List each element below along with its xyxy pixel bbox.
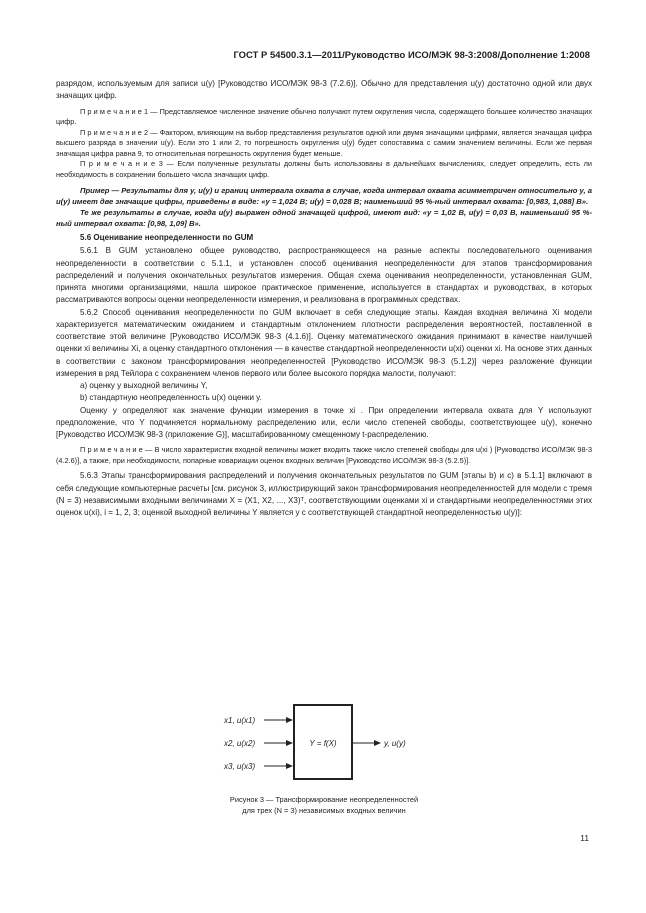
- example-1: Пример — Результаты для y, u(y) и границ интервала охвата в случае, когда интервал охвата асимметричен относительно y, а u(y) имеет две значащие цифры, приведены в виде: «y = 1,024 В; u(y) = 0,028 В; наименьший 95 %-ный интервал охвата: [0,983, 1,088] В».: [56, 185, 592, 206]
- input-1-label: x1, u(x1): [224, 716, 256, 725]
- function-box-label: Y = f(X): [309, 739, 337, 748]
- example-2: Те же результаты в случае, когда u(y) выражен одной значащей цифрой, имеют вид: «y = 1,02 В, u(y) = 0,03 В, наименьший 95 %-ный интервал охвата: [0,98, 1,09] В».: [56, 207, 592, 228]
- body-text: [56, 78, 592, 519]
- list-item-b: b) стандартную неопределенность u(x) оценки y.: [80, 393, 262, 403]
- note-2: П р и м е ч а н и е 2 — Фактором, влияющим на выбор представления результатов одной или двумя значащими цифрами, является значащая цифра высшего разряда в значении u(y). Если это 1 или 2, то погрешность округления u(y) будет сопоставима с самим значением величины. Если же первая значащая цифра равна 9, то относительная погрешность округления будет меньше.: [56, 127, 592, 158]
- figure-caption: [56, 795, 592, 816]
- figure-3-diagram: [214, 704, 434, 780]
- note-1: П р и м е ч а н и е 1 — Представляемое численное значение обычно получают путем округления числа, содержащего большее количество значащих цифр.: [56, 106, 592, 127]
- paragraph-5-6-2: 5.6.2 Способ оценивания неопределенности по GUM включает в себя следующие этапы. Каждая входная величина Xi модели характеризуется математическим ожиданием и стандартным отклонением плотности распределения вероятностей, поставленной в соответствие этой величине [Руководство ИСО/МЭК 98-3 (4.1.6)]. Оценку математического ожидания принимают в качестве наилучшей оценки xi величины Xi, а оценку стандартного отклонения — в качестве стандартной неопределенности u(xi) оценки xi. На основе этих данных в соответствии с законом трансформирования неопределенностей [Руководство ИСО/МЭК 98-3 (5.1.2)] через разложение функции измерения в ряд Тейлора с сохранением членов первого или более высокого порядка малости, получают:: [56, 307, 592, 378]
- input-3-label: x3, u(x3): [224, 762, 256, 771]
- input-2-label: x2, u(x2): [224, 739, 256, 748]
- section-heading: 5.6 Оценивание неопределенности по GUM: [80, 233, 254, 243]
- paragraph-5-6-3: 5.6.3 Этапы трансформирования распределений и получения окончательных результатов по GUM [этапы b) и c) в 5.1.1] включают в себя следующие компьютерные расчеты [см. рисунок 3, иллюстрирующий закон трансформирования неопределенностей для модели с тремя (N = 3) независимыми входными величинами X = (X1, X2, ..., X3)ᵀ, соответствующими оценками xi и стандартными неопределенностями этих оценок u(xi), i = 1, 2, 3; оценкой выходной величины Y является y с соответствующей стандартной неопределенностью u(y)]:: [56, 471, 592, 518]
- caption-line-2: для трех (N = 3) независимых входных величин: [242, 805, 406, 815]
- paragraph: разрядом, используемым для записи u(y) [Руководство ИСО/МЭК 98-3 (7.2.6)]. Обычно для представления u(y) достаточно одной или двух значащих цифр.: [56, 79, 592, 101]
- output-label: y, u(y): [384, 739, 406, 748]
- caption-line-1: Рисунок 3 — Трансформирование неопределенностей: [229, 795, 419, 804]
- page-number: 11: [580, 833, 589, 843]
- note-4: П р и м е ч а н и е — В число характеристик входной величины может входить также число степеней свободы для u(xi ) [Руководство ИСО/МЭК 98-3 (4.2.6)], а также, при необходимости, попарные ковариации оценок входных величин [Руководство ИСО/МЭК 98-3 (5.2.5)].: [56, 445, 592, 465]
- running-header: ГОСТ Р 54500.3.1—2011/Руководство ИСО/МЭК 98-3:2008/Дополнение 1:2008: [233, 49, 590, 60]
- note-3: П р и м е ч а н и е 3 — Если полученные результаты должны быть использованы в дальнейших вычислениях, следует определить, есть ли необходимость в сохранении большего числа значащих цифр.: [56, 159, 592, 180]
- paragraph-5-6-2-cont: Оценку y определяют как значение функции измерения в точке xi . При определении интервала охвата для Y используют предположение, что Y подчиняется нормальному распределению или, если число степеней свободы, соответствующее u(y), конечно [Руководство ИСО/МЭК 98-3 (приложение G)], масштабированному смещенному t-распределению.: [56, 405, 592, 440]
- paragraph-5-6-1: 5.6.1 В GUM установлено общее руководство, распространяющееся на разные аспекты последовательного оценивания неопределенности в соответствии с 5.1.1, и установлен способ оценивания неопределенности для этапов трансформирования распределений и получения окончательных результатов измерения. Общая схема оценивания неопределенности, установленная GUM, принята многими организациями, нашла широкое практическое применение, используется в стандартах и руководствах, в которых рассматриваются вопросы оценки неопределенности измерения, и реализована в программных средствах.: [56, 246, 592, 305]
- list-item-a: a) оценку y выходной величины Y,: [80, 381, 208, 391]
